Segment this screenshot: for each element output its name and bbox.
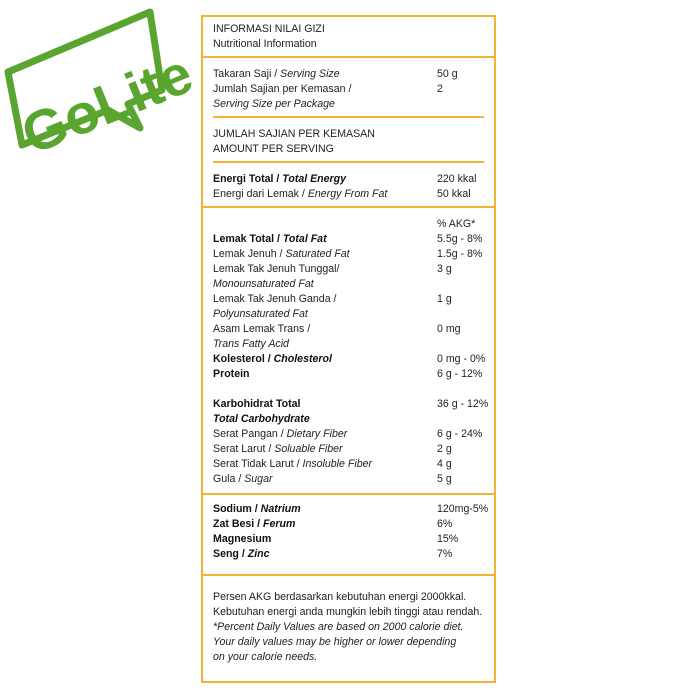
iron-label: Zat Besi / Ferum xyxy=(213,518,296,530)
footnote-line: *Percent Daily Values are based on 2000 calorie diet. xyxy=(213,621,464,633)
carbohydrate-label-en: Total Carbohydrate xyxy=(213,413,310,425)
total-fat-label: Lemak Total / Total Fat xyxy=(213,233,327,245)
nutrition-facts-panel xyxy=(201,15,496,683)
divider xyxy=(203,574,494,576)
footnote xyxy=(213,590,482,665)
trans-fat-label-en: Trans Fatty Acid xyxy=(213,338,289,350)
servings-per-package-label-en: Serving Size per Package xyxy=(213,98,335,110)
magnesium-value: 15% xyxy=(437,533,459,545)
sugar-label: Gula / Sugar xyxy=(213,473,273,485)
dietary-fiber-label: Serat Pangan / Dietary Fiber xyxy=(213,428,348,440)
servings-per-package-value: 2 xyxy=(437,83,443,95)
zinc-label: Seng / Zinc xyxy=(213,548,270,560)
carbohydrate-value: 36 g - 12% xyxy=(437,398,489,410)
trans-fat-value: 0 mg xyxy=(437,323,461,335)
insoluble-fiber-label: Serat Tidak Larut / Insoluble Fiber xyxy=(213,458,373,470)
mono-fat-label: Lemak Tak Jenuh Tunggal/ xyxy=(213,263,340,275)
title-en: Nutritional Information xyxy=(213,38,317,50)
divider xyxy=(213,116,484,118)
serving-size-label: Takaran Saji / Serving Size xyxy=(213,68,340,80)
protein-value: 6 g - 12% xyxy=(437,368,483,380)
divider xyxy=(203,56,494,58)
energy-total-value: 220 kkal xyxy=(437,173,477,185)
protein-label: Protein xyxy=(213,368,250,380)
footnote-line: Your daily values may be higher or lower depending xyxy=(213,636,457,648)
insoluble-fiber-value: 4 g xyxy=(437,458,452,470)
divider xyxy=(203,206,494,208)
logo-text: GoLite xyxy=(12,41,201,166)
soluble-fiber-value: 2 g xyxy=(437,443,452,455)
cholesterol-value: 0 mg - 0% xyxy=(437,353,486,365)
divider xyxy=(203,493,494,495)
magnesium-label: Magnesium xyxy=(213,533,272,545)
footnote-line: Persen AKG berdasarkan kebutuhan energi 2000kkal. xyxy=(213,591,467,603)
amount-line-1: JUMLAH SAJIAN PER KEMASAN xyxy=(213,128,375,140)
footnote-line: on your calorie needs. xyxy=(213,651,318,663)
poly-fat-label: Lemak Tak Jenuh Ganda / xyxy=(213,293,337,305)
servings-per-package-label: Jumlah Sajian per Kemasan / xyxy=(213,83,352,95)
soluble-fiber-label: Serat Larut / Soluable Fiber xyxy=(213,443,343,455)
mono-fat-value: 3 g xyxy=(437,263,452,275)
carbohydrate-label: Karbohidrat Total xyxy=(213,398,301,410)
total-fat-value: 5.5g - 8% xyxy=(437,233,483,245)
mono-fat-label-en: Monounsaturated Fat xyxy=(213,278,314,290)
title-id: INFORMASI NILAI GIZI xyxy=(213,23,325,35)
amount-line-2: AMOUNT PER SERVING xyxy=(213,143,334,155)
iron-value: 6% xyxy=(437,518,453,530)
dietary-fiber-value: 6 g - 24% xyxy=(437,428,483,440)
serving-size-value: 50 g xyxy=(437,68,458,80)
energy-fat-value: 50 kkal xyxy=(437,188,471,200)
trans-fat-label: Asam Lemak Trans / xyxy=(213,323,311,335)
sodium-value: 120mg-5% xyxy=(437,503,489,515)
cholesterol-label: Kolesterol / Cholesterol xyxy=(213,353,332,365)
zinc-value: 7% xyxy=(437,548,453,560)
energy-total-label: Energi Total / Total Energy xyxy=(213,173,347,185)
divider xyxy=(213,161,484,163)
sodium-label: Sodium / Natrium xyxy=(213,503,301,515)
golite-logo xyxy=(0,0,201,166)
poly-fat-value: 1 g xyxy=(437,293,452,305)
saturated-fat-label: Lemak Jenuh / Saturated Fat xyxy=(213,248,350,260)
akg-header: % AKG* xyxy=(437,218,476,230)
footnote-line: Kebutuhan energi anda mungkin lebih tinggi atau rendah. xyxy=(213,606,483,618)
sugar-value: 5 g xyxy=(437,473,452,485)
poly-fat-label-en: Polyunsaturated Fat xyxy=(213,308,308,320)
energy-fat-label: Energi dari Lemak / Energy From Fat xyxy=(213,188,388,200)
saturated-fat-value: 1.5g - 8% xyxy=(437,248,483,260)
